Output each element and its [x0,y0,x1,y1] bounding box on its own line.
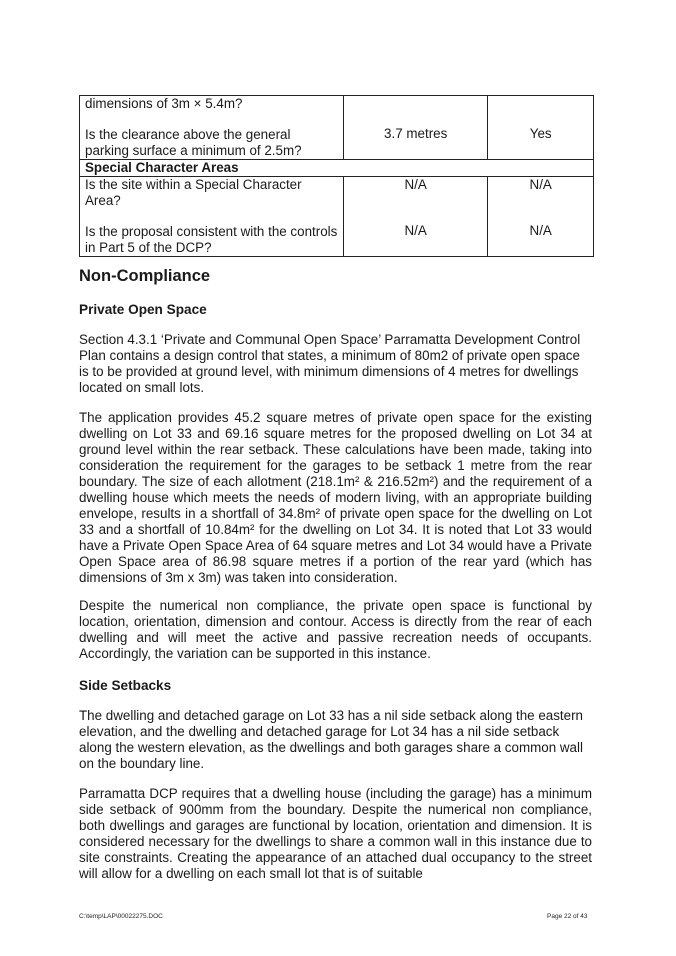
compliance-table [79,95,594,257]
paragraph: The dwelling and detached garage on Lot 33 has a nil side setback along the eastern elevation, and the dwelling and detached garage for Lot 34 has a nil side setback along the western elevation, as the dwellings and both garages share a common wall on the boundary line. [79,708,583,771]
table-section-row [80,160,594,177]
section-heading-non-compliance: Non-Compliance [79,267,211,285]
subheading-side-setbacks: Side Setbacks [79,678,172,693]
table-cell-question [80,96,344,160]
paragraph: The application provides 45.2 square metres of private open space for the existing dwelling on Lot 33 and 69.16 square metres for the proposed dwelling on Lot 34 at ground level within the rear setback. These calculations have been made, taking into consideration the requirement for the garages to be setback 1 metre from the rear boundary. The size of each allotment (218.1m² & 216.52m²) and the requirement of a dwelling house which meets the needs of modern living, with an appropriate building envelope, results in a shortfall of 34.8m² of private open space for the dwelling on Lot 33 and a shortfall of 10.84m² for the dwelling on Lot 34. It is noted that Lot 33 would have a Private Open Space Area of 64 square metres and Lot 34 would have a Private Open Space area of 86.98 square metres if a portion of the rear yard (which has dimensions of 3m x 3m) was taken into consideration. [79,410,592,585]
proposal-value: 3.7 metres [384,126,448,141]
paragraph: Section 4.3.1 ‘Private and Communal Open Space’ Parramatta Development Control Plan contains a design control that states, a minimum of 80m2 of private open space is to be provided at ground level, with minimum dimensions of 4 metres for dwellings located on small lots. [79,332,581,395]
question-text: Is the proposal consistent with the controls in Part 5 of the DCP? [85,224,338,255]
subheading-private-open-space: Private Open Space [79,302,207,317]
table-cell-proposal [343,177,487,257]
proposal-value: N/A [404,223,427,238]
compliance-value: N/A [529,223,552,238]
proposal-value: N/A [404,177,427,192]
table-row [80,96,594,160]
paragraph: Despite the numerical non compliance, the private open space is functional by location, orientation, dimension and contour. Access is directly from the rear of each dwelling and will meet the active and passive recreation needs of occupants. Accordingly, the variation can be supported in this instance. [79,598,592,661]
table-cell-proposal [343,96,487,160]
paragraph: Parramatta DCP requires that a dwelling house (including the garage) has a minimum side setback of 900mm from the boundary. Despite the numerical non compliance, both dwellings and garages are functional by location, orientation and dimension. It is considered necessary for the dwellings to share a common wall in this instance due to site constraints. Creating the appearance of an attached dual occupancy to the street will allow for a dwelling on each small lot that is of suitable [79,786,592,881]
question-text: dimensions of 3m × 5.4m? [85,96,243,111]
question-text: Is the clearance above the general parking surface a minimum of 2.5m? [85,127,302,158]
section-title: Special Character Areas [80,160,594,177]
table-cell-compliance [488,177,594,257]
footer-file-path: C:\temp\LAP\00022275.DOC [79,913,163,920]
question-text: Is the site within a Special Character Area? [85,177,302,208]
footer-page-number: Page 22 of 43 [547,913,588,920]
compliance-value: N/A [529,177,552,192]
table-cell-compliance [488,96,594,160]
compliance-value: Yes [529,126,552,141]
table-row [80,177,594,257]
table-cell-question [80,177,344,257]
